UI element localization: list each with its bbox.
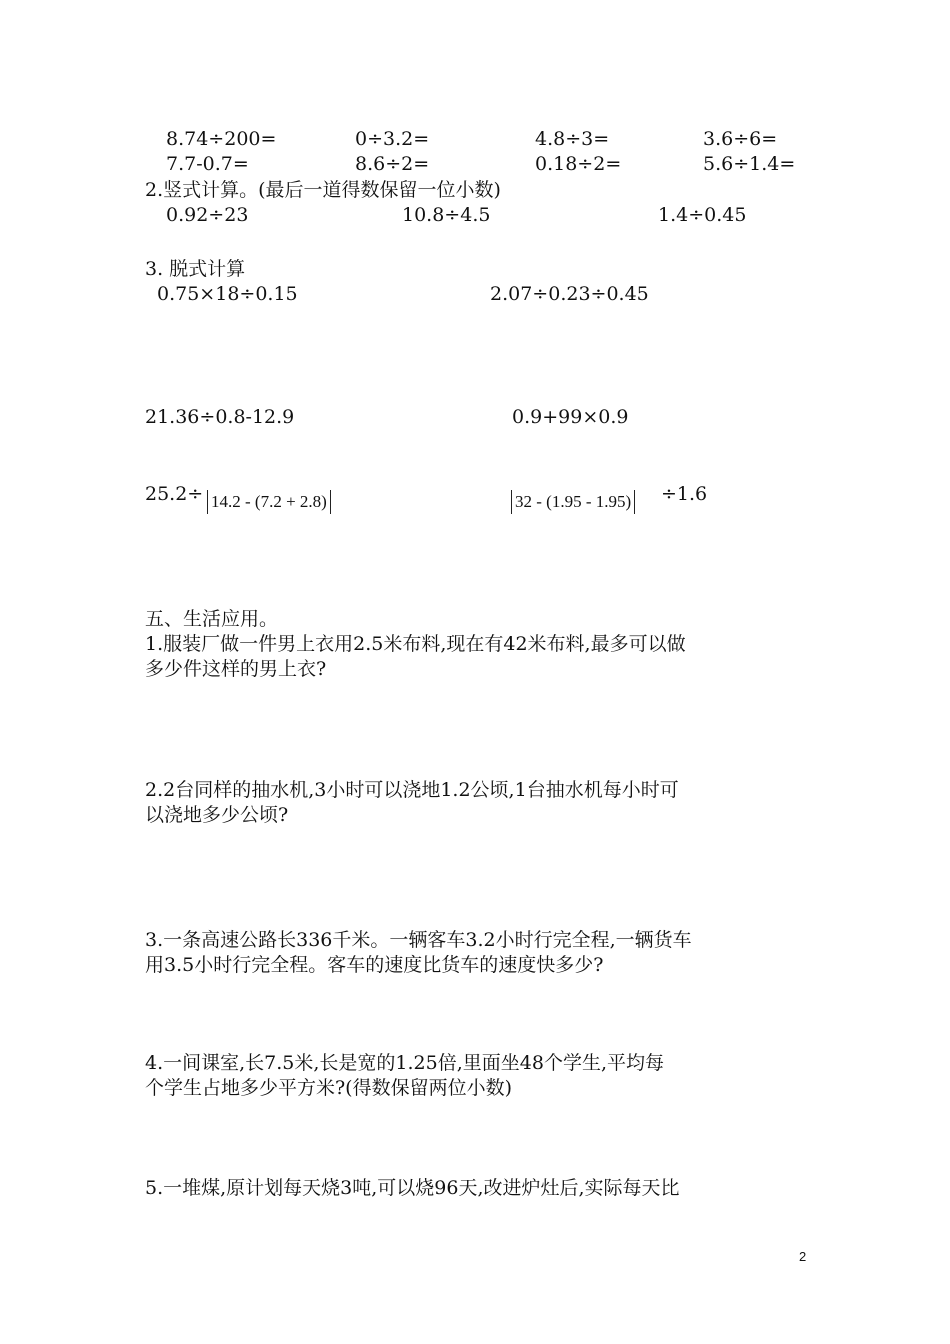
question-line: 个学生占地多少平方米?(得数保留两位小数): [145, 1077, 513, 1099]
bracket-expression: 14.2 - (7.2 + 2.8): [207, 490, 331, 514]
question-line: 3.一条高速公路长336千米。一辆客车3.2小时行完全程,一辆货车: [145, 929, 692, 951]
section-title: 五、生活应用。: [145, 608, 279, 630]
oral-calc-item: 3.6÷6=: [703, 128, 778, 150]
step-calc-item: 0.75×18÷0.15: [157, 283, 298, 305]
question-line: 5.一堆煤,原计划每天烧3吨,可以烧96天,改进炉灶后,实际每天比: [145, 1177, 680, 1199]
vertical-calc-item: 10.8÷4.5: [402, 204, 491, 226]
step-calc-item-prefix: 25.2÷: [145, 483, 204, 505]
step-calc-heading: 3. 脱式计算: [145, 258, 246, 280]
oral-calc-item: 8.6÷2=: [355, 153, 430, 175]
question-line: 用3.5小时行完全程。客车的速度比货车的速度快多少?: [145, 954, 604, 976]
oral-calc-item: 5.6÷1.4=: [703, 153, 796, 175]
vertical-calc-item: 1.4÷0.45: [658, 204, 747, 226]
bracket-expression: 32 - (1.95 - 1.95): [511, 490, 635, 514]
question-line: 2.2台同样的抽水机,3小时可以浇地1.2公顷,1台抽水机每小时可: [145, 779, 679, 801]
vertical-calc-heading: 2.竖式计算。(最后一道得数保留一位小数): [145, 179, 501, 201]
step-calc-item: 0.9+99×0.9: [512, 406, 629, 428]
page-number: 2: [799, 1249, 807, 1264]
oral-calc-item: 7.7-0.7=: [166, 153, 249, 175]
question-line: 4.一间课室,长7.5米,长是宽的1.25倍,里面坐48个学生,平均每: [145, 1052, 664, 1074]
oral-calc-item: 4.8÷3=: [535, 128, 610, 150]
oral-calc-item: 0.18÷2=: [535, 153, 622, 175]
question-line: 多少件这样的男上衣?: [145, 658, 327, 680]
oral-calc-item: 0÷3.2=: [355, 128, 430, 150]
question-line: 以浇地多少公顷?: [145, 804, 289, 826]
step-calc-item: 21.36÷0.8-12.9: [145, 406, 295, 428]
vertical-calc-item: 0.92÷23: [166, 204, 249, 226]
step-calc-item-suffix: ÷1.6: [661, 483, 708, 505]
oral-calc-item: 8.74÷200=: [166, 128, 277, 150]
step-calc-item: 2.07÷0.23÷0.45: [490, 283, 649, 305]
question-line: 1.服装厂做一件男上衣用2.5米布料,现在有42米布料,最多可以做: [145, 633, 686, 655]
